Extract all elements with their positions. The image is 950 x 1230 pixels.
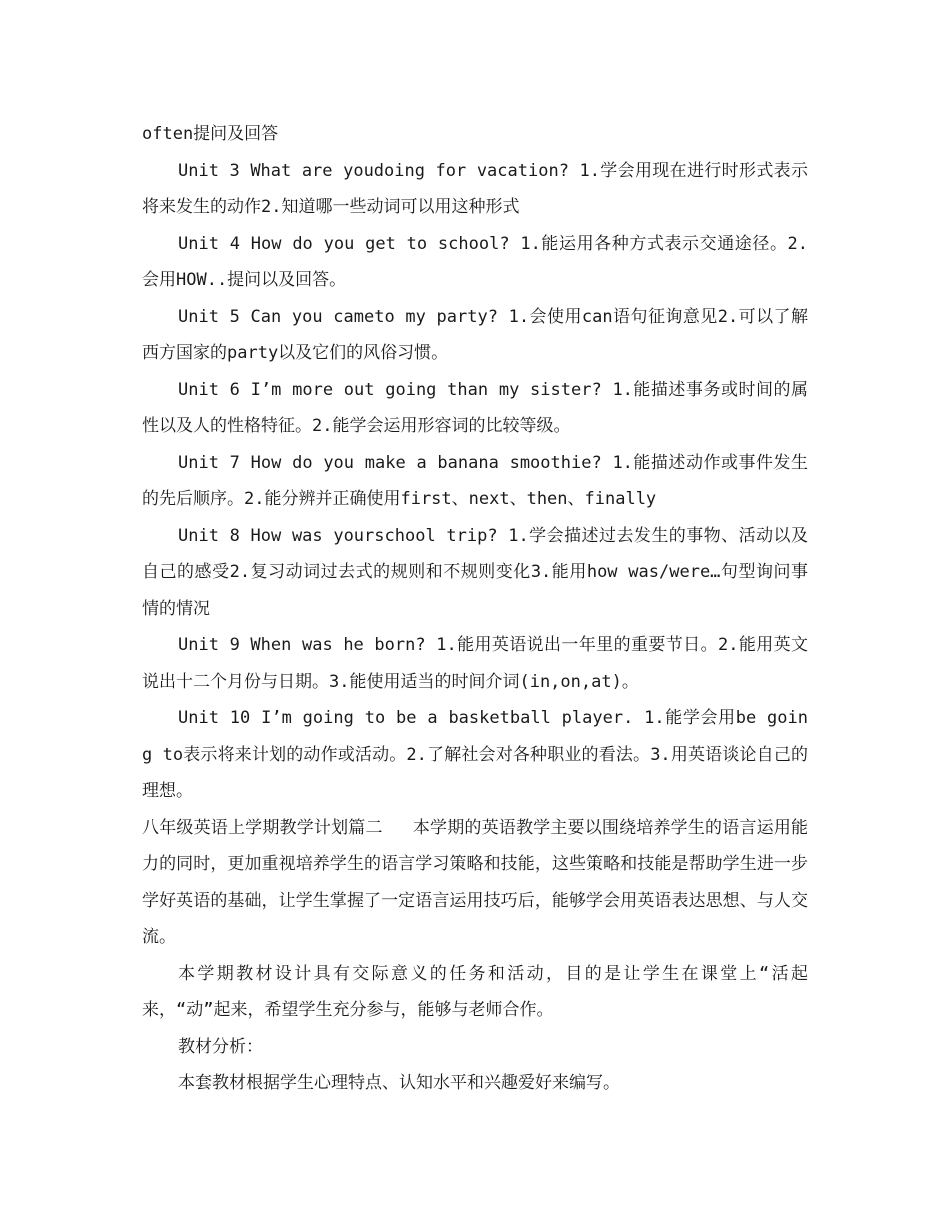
paragraph-textbook-design: 本学期教材设计具有交际意义的任务和活动，目的是让学生在课堂上“活起来，“动”起来，希望学生充分参与，能够与老师合作。	[142, 963, 808, 1020]
paragraph-unit-5: Unit 5 Can you cameto my party? 1.会使用can语句征询意见2.可以了解西方国家的party以及它们的风俗习惯。	[142, 306, 808, 363]
paragraph-unit-9: Unit 9 When was he born? 1.能用英语说出一年里的重要节日。2.能用英文说出十二个月份与日期。3.能使用适当的时间介词(in,on,at)。	[142, 635, 808, 692]
paragraph-unit-4: Unit 4 How do you get to school? 1.能运用各种方式表示交通途径。2.会用HOW..提问以及回答。	[142, 233, 808, 290]
paragraph-often: often提问及回答	[142, 124, 279, 144]
document-body	[142, 116, 808, 1102]
section-paragraph	[142, 810, 808, 956]
paragraph-unit-8: Unit 8 How was yourschool trip? 1.学会描述过去发生的事物、活动以及自己的感受2.复习动词过去式的规则和不规则变化3.能用how was/were…句型询问事情的情况	[142, 525, 808, 619]
section-title: 八年级英语上学期教学计划篇二	[142, 817, 383, 838]
paragraph-unit-10: Unit 10 I’m going to be a basketball player. 1.能学会用be going to表示将来计划的动作或活动。2.了解社会对各种职业的看法。3.用英语谈论自己的理想。	[142, 708, 808, 801]
paragraph-unit-7: Unit 7 How do you make a banana smoothie? 1.能描述动作或事件发生的先后顺序。2.能分辨并正确使用first、next、then、finally	[142, 452, 808, 509]
section-intro: 本学期的英语教学主要以围绕培养学生的语言运用能力的同时，更加重视培养学生的语言学习策略和技能，这些策略和技能是帮助学生进一步学好英语的基础，让学生掌握了一定语言运用技巧后，能够学会用英语表达思想、与人交流。	[142, 817, 809, 947]
paragraph-textbook-basis: 本套教材根据学生心理特点、认知水平和兴趣爱好来编写。	[178, 1073, 620, 1093]
paragraph-textbook-analysis-heading: 教材分析：	[178, 1036, 263, 1057]
paragraph-unit-3: Unit 3 What are youdoing for vacation? 1.学会用现在进行时形式表示将来发生的动作2.知道哪一些动词可以用这种形式	[142, 160, 808, 217]
paragraph-unit-6: Unit 6 I’m more out going than my sister? 1.能描述事务或时间的属性以及人的性格特征。2.能学会运用形容词的比较等级。	[142, 379, 808, 436]
